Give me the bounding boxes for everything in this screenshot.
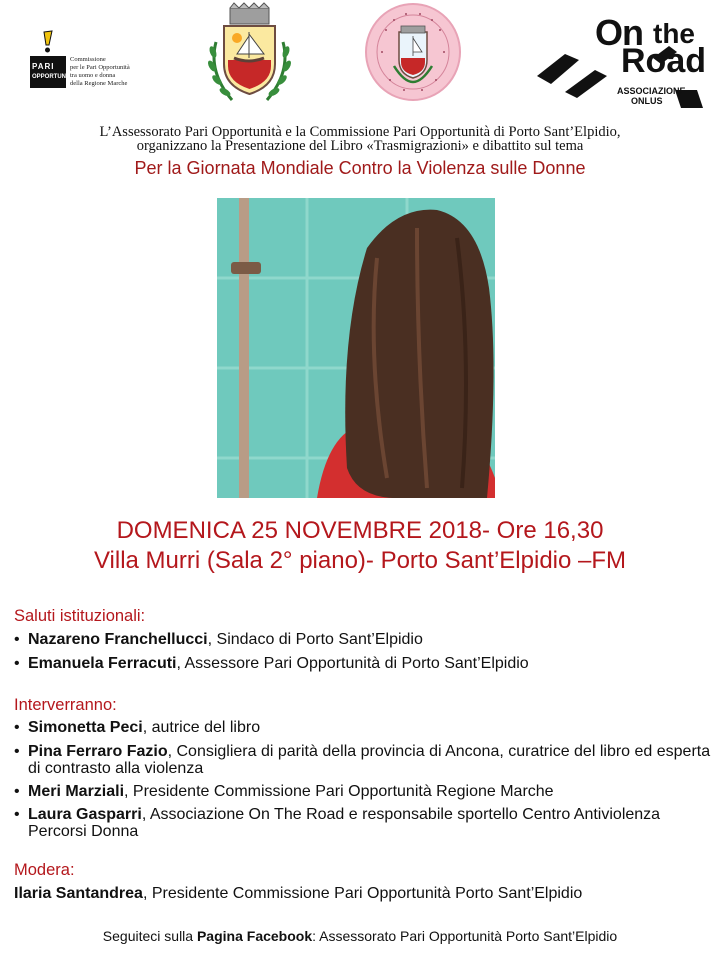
speaker-name: Meri Marziali xyxy=(28,783,125,800)
badge-line1: PARI xyxy=(32,62,55,71)
pari-opportunita-logo xyxy=(30,30,135,90)
speaker-role: , Assessore Pari Opportunità di Porto Sant’Elpidio xyxy=(176,655,529,672)
speaker-name: Pina Ferraro Fazio xyxy=(28,743,168,760)
on-the-road-logo xyxy=(535,14,717,110)
speaker-role: , Presidente Commissione Pari Opportunità Regione Marche xyxy=(124,783,554,800)
municipal-crest-logo xyxy=(202,2,297,108)
pari-opportunita-badge xyxy=(30,56,76,88)
intro-line-1: L’Assessorato Pari Opportunità e la Commissione Pari Opportunità di Porto Sant’Elpidio, xyxy=(99,124,621,140)
footer-suffix: : Assessorato Pari Opportunità Porto Sant’Elpidio xyxy=(312,928,618,944)
badge-line2: OPPORTUNITÀ xyxy=(32,74,76,80)
logo-word-on: On xyxy=(595,12,643,53)
caption-line: tra uomo e donna xyxy=(70,72,116,79)
speaker-name: Emanuela Ferracuti xyxy=(28,655,177,672)
logo-sub-onlus: ONLUS xyxy=(631,96,663,106)
bullet: • xyxy=(14,719,20,736)
speaker-name: Nazareno Franchellucci xyxy=(28,631,208,648)
speaker-role: , Associazione On The Road e responsabile sportello Centro Antiviolenza Percorsi Donna xyxy=(28,806,661,840)
speaker-role: , Sindaco di Porto Sant’Elpidio xyxy=(207,631,423,648)
bullet: • xyxy=(14,783,20,800)
caption-line: della Regione Marche xyxy=(70,80,128,87)
speaker-name: Simonetta Peci xyxy=(28,719,143,736)
caption-line: Commissione xyxy=(70,56,106,63)
intro-line-2: organizzano la Presentazione del Libro «Trasmigrazioni» e dibattito sul tema xyxy=(136,138,584,154)
speaker-role: , Consigliera di parità della provincia di Ancona, curatrice del libro ed esperta di contrasto alla violenza xyxy=(28,743,711,777)
event-subtitle: Per la Giornata Mondiale Contro la Violenza sulle Donne xyxy=(134,158,586,178)
logo-word-the: the xyxy=(653,18,695,49)
bullet: • xyxy=(14,631,20,648)
event-photo xyxy=(217,198,495,498)
facebook-link[interactable]: Pagina Facebook xyxy=(196,928,313,944)
caption-line: per le Pari Opportunità xyxy=(70,64,130,71)
event-venue: Villa Murri (Sala 2° piano)- Porto Sant’Elpidio –FM xyxy=(93,547,627,574)
speaker-name: Laura Gasparri xyxy=(28,806,142,823)
footer-prefix: Seguiteci sulla xyxy=(102,928,197,944)
logo-word-road: Road xyxy=(621,42,706,80)
footer-note xyxy=(0,928,720,944)
moderator-role: , Presidente Commissione Pari Opportunità Porto Sant’Elpidio xyxy=(142,885,583,902)
modera-heading: Modera: xyxy=(14,861,75,879)
bullet: • xyxy=(14,655,20,672)
bullet: • xyxy=(14,806,20,823)
saluti-heading: Saluti istituzionali: xyxy=(14,607,146,625)
moderator-name: Ilaria Santandrea xyxy=(14,885,143,902)
speaker-role: , autrice del libro xyxy=(142,719,261,736)
pari-opportunita-caption xyxy=(70,56,140,88)
exclamation-icon xyxy=(38,30,58,54)
logo-sub-associazione: ASSOCIAZIONE xyxy=(617,86,686,96)
event-date: DOMENICA 25 NOVEMBRE 2018- Ore 16,30 xyxy=(116,517,604,544)
commission-seal-logo xyxy=(364,2,462,102)
interverranno-heading: Interverranno: xyxy=(14,696,117,714)
moderator-line xyxy=(14,885,714,902)
bullet: • xyxy=(14,743,20,760)
